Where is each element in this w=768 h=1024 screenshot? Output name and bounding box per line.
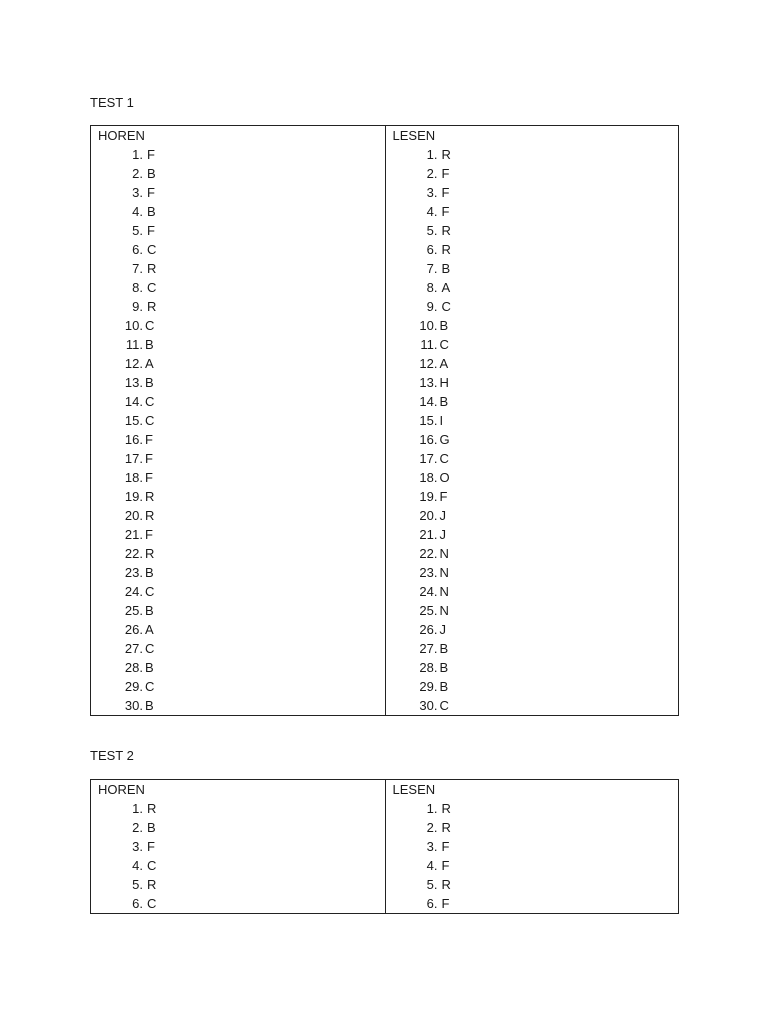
question-number: 4. — [426, 204, 438, 219]
answer-value: F — [441, 858, 450, 873]
answer-value: F — [145, 470, 153, 485]
answer-value: R — [147, 801, 157, 816]
answer-row — [393, 487, 679, 506]
answer-value: J — [439, 622, 446, 637]
question-number: 17. — [419, 451, 438, 466]
test-1-title: TEST 1 — [90, 95, 134, 110]
answer-row — [98, 316, 385, 335]
question-number: 2. — [132, 820, 143, 835]
answer-value: H — [439, 375, 449, 390]
question-number: 7. — [426, 261, 438, 276]
answer-value: B — [439, 641, 449, 656]
test-1-horen-header: HOREN — [98, 128, 145, 143]
answer-value: C — [439, 337, 449, 352]
question-number: 2. — [426, 820, 438, 835]
question-number: 1. — [426, 147, 438, 162]
question-number: 21. — [124, 527, 143, 542]
question-number: 6. — [132, 242, 143, 257]
answer-row — [98, 278, 385, 297]
answer-value: N — [439, 546, 449, 561]
answer-value: I — [439, 413, 444, 428]
answer-row — [393, 278, 679, 297]
answer-value: C — [145, 641, 155, 656]
answer-value: C — [147, 858, 157, 873]
answer-row — [393, 601, 679, 620]
answer-row — [393, 837, 679, 856]
answer-value: B — [145, 565, 154, 580]
answer-row — [98, 875, 385, 894]
answer-row — [98, 221, 385, 240]
answer-row — [98, 449, 385, 468]
test-1-horen-column — [91, 126, 385, 715]
question-number: 17. — [124, 451, 143, 466]
answer-row — [98, 335, 385, 354]
question-number: 15. — [124, 413, 143, 428]
answer-row — [98, 506, 385, 525]
answer-row — [98, 411, 385, 430]
answer-value: B — [145, 337, 154, 352]
answer-row — [393, 202, 679, 221]
answer-row — [98, 430, 385, 449]
question-number: 28. — [419, 660, 438, 675]
answer-value: C — [145, 413, 155, 428]
question-number: 3. — [426, 185, 438, 200]
question-number: 6. — [426, 242, 438, 257]
question-number: 22. — [419, 546, 438, 561]
question-number: 28. — [124, 660, 143, 675]
answer-row — [98, 856, 385, 875]
question-number: 5. — [132, 223, 143, 238]
answer-row — [98, 468, 385, 487]
answer-value: F — [147, 223, 155, 238]
answer-value: B — [441, 261, 451, 276]
answer-row — [98, 582, 385, 601]
question-number: 18. — [419, 470, 438, 485]
answer-row — [393, 582, 679, 601]
question-number: 20. — [419, 508, 438, 523]
question-number: 19. — [124, 489, 143, 504]
question-number: 5. — [426, 877, 438, 892]
question-number: 16. — [124, 432, 143, 447]
question-number: 7. — [132, 261, 143, 276]
answer-value: N — [439, 565, 449, 580]
answer-value: G — [439, 432, 450, 447]
answer-value: R — [145, 546, 155, 561]
answer-value: R — [441, 820, 451, 835]
question-number: 4. — [132, 858, 143, 873]
question-number: 15. — [419, 413, 438, 428]
question-number: 10. — [419, 318, 438, 333]
answer-value: A — [439, 356, 449, 371]
answer-row — [393, 818, 679, 837]
answer-row — [393, 392, 679, 411]
test-2-lesen-header: LESEN — [392, 782, 436, 797]
answer-value: F — [441, 839, 450, 854]
answer-value: C — [147, 280, 157, 295]
answer-value: C — [145, 318, 155, 333]
question-number: 4. — [426, 858, 438, 873]
answer-row — [393, 894, 679, 913]
answer-row — [393, 164, 679, 183]
question-number: 8. — [426, 280, 438, 295]
answer-value: O — [439, 470, 450, 485]
answer-row — [98, 392, 385, 411]
question-number: 19. — [419, 489, 438, 504]
answer-value: F — [441, 166, 450, 181]
answer-value: C — [145, 394, 155, 409]
question-number: 30. — [124, 698, 143, 713]
question-number: 20. — [124, 508, 143, 523]
test-2-horen-column — [91, 780, 385, 913]
answer-value: F — [145, 451, 153, 466]
answer-row — [393, 677, 679, 696]
answer-row — [98, 164, 385, 183]
question-number: 4. — [132, 204, 143, 219]
answer-row — [393, 316, 679, 335]
answer-value: B — [145, 660, 154, 675]
answer-row — [393, 430, 679, 449]
answer-value: R — [441, 242, 451, 257]
answer-value: B — [439, 394, 449, 409]
answer-value: C — [439, 451, 449, 466]
question-number: 16. — [419, 432, 438, 447]
answer-value: F — [439, 489, 448, 504]
question-number: 3. — [132, 839, 143, 854]
answer-value: F — [441, 185, 450, 200]
answer-row — [98, 202, 385, 221]
question-number: 11. — [420, 337, 438, 352]
answer-row — [393, 658, 679, 677]
answer-row — [393, 373, 679, 392]
answer-value: B — [147, 820, 156, 835]
question-number: 25. — [419, 603, 438, 618]
question-number: 29. — [419, 679, 438, 694]
answer-row — [393, 411, 679, 430]
answer-value: A — [441, 280, 451, 295]
question-number: 8. — [132, 280, 143, 295]
answer-row — [393, 335, 679, 354]
answer-value: R — [441, 223, 451, 238]
answer-value: R — [441, 147, 451, 162]
answer-value: A — [145, 622, 154, 637]
question-number: 12. — [419, 356, 438, 371]
test-2-lesen-column — [385, 780, 679, 913]
answer-row — [98, 658, 385, 677]
answer-row — [393, 240, 679, 259]
answer-value: F — [147, 147, 155, 162]
test-2-horen-list — [98, 799, 385, 913]
answer-row — [98, 297, 385, 316]
question-number: 1. — [132, 801, 143, 816]
answer-row — [98, 373, 385, 392]
answer-value: F — [441, 204, 450, 219]
question-number: 29. — [124, 679, 143, 694]
test-1-answer-table — [90, 125, 679, 716]
answer-row — [98, 696, 385, 715]
answer-value: N — [439, 584, 449, 599]
question-number: 23. — [124, 565, 143, 580]
answer-value: F — [145, 527, 153, 542]
answer-row — [393, 259, 679, 278]
question-number: 21. — [419, 527, 438, 542]
answer-value: C — [147, 242, 157, 257]
answer-row — [98, 544, 385, 563]
question-number: 26. — [419, 622, 438, 637]
answer-row — [393, 468, 679, 487]
question-number: 18. — [124, 470, 143, 485]
answer-row — [98, 601, 385, 620]
question-number: 14. — [419, 394, 438, 409]
answer-value: B — [147, 166, 156, 181]
answer-row — [98, 894, 385, 913]
question-number: 26. — [124, 622, 143, 637]
answer-row — [393, 563, 679, 582]
answer-value: C — [145, 679, 155, 694]
answer-value: C — [145, 584, 155, 599]
question-number: 2. — [132, 166, 143, 181]
question-number: 3. — [132, 185, 143, 200]
answer-row — [393, 145, 679, 164]
answer-value: R — [441, 877, 451, 892]
answer-value: B — [145, 698, 154, 713]
answer-value: B — [145, 375, 154, 390]
question-number: 24. — [124, 584, 143, 599]
test-1-lesen-header: LESEN — [392, 128, 436, 143]
answer-row — [98, 259, 385, 278]
question-number: 2. — [426, 166, 438, 181]
answer-row — [98, 677, 385, 696]
question-number: 9. — [132, 299, 143, 314]
answer-value: C — [439, 698, 449, 713]
question-number: 9. — [426, 299, 438, 314]
test-2-answer-table — [90, 779, 679, 914]
question-number: 27. — [419, 641, 438, 656]
answer-value: C — [441, 299, 451, 314]
question-number: 1. — [426, 801, 438, 816]
answer-value: R — [147, 877, 157, 892]
answer-value: R — [147, 261, 157, 276]
answer-value: B — [439, 318, 449, 333]
answer-value: F — [147, 185, 155, 200]
answer-row — [98, 620, 385, 639]
answer-row — [393, 696, 679, 715]
question-number: 23. — [419, 565, 438, 580]
answer-row — [98, 639, 385, 658]
question-number: 22. — [124, 546, 143, 561]
answer-row — [393, 183, 679, 202]
answer-value: R — [147, 299, 157, 314]
question-number: 6. — [132, 896, 143, 911]
answer-row — [393, 856, 679, 875]
test-2-lesen-list — [393, 799, 679, 913]
answer-row — [393, 449, 679, 468]
question-number: 13. — [124, 375, 143, 390]
answer-row — [98, 525, 385, 544]
question-number: 5. — [426, 223, 438, 238]
question-number: 1. — [132, 147, 143, 162]
answer-value: F — [147, 839, 155, 854]
answer-value: A — [145, 356, 154, 371]
answer-value: F — [145, 432, 153, 447]
answer-row — [98, 240, 385, 259]
question-number: 27. — [124, 641, 143, 656]
test-1-horen-list — [98, 145, 385, 715]
answer-row — [98, 145, 385, 164]
answer-value: F — [441, 896, 450, 911]
question-number: 11. — [125, 337, 143, 352]
test-2-title: TEST 2 — [90, 748, 134, 763]
question-number: 13. — [419, 375, 438, 390]
question-number: 6. — [426, 896, 438, 911]
answer-row — [393, 525, 679, 544]
answer-value: R — [441, 801, 451, 816]
answer-row — [393, 639, 679, 658]
answer-row — [98, 487, 385, 506]
answer-row — [98, 799, 385, 818]
question-number: 10. — [124, 318, 143, 333]
answer-value: N — [439, 603, 449, 618]
answer-value: B — [439, 679, 449, 694]
answer-value: B — [439, 660, 449, 675]
answer-value: B — [147, 204, 156, 219]
answer-row — [393, 875, 679, 894]
question-number: 24. — [419, 584, 438, 599]
answer-row — [393, 221, 679, 240]
answer-row — [98, 183, 385, 202]
question-number: 30. — [419, 698, 438, 713]
question-number: 5. — [132, 877, 143, 892]
question-number: 12. — [124, 356, 143, 371]
answer-row — [393, 620, 679, 639]
answer-row — [98, 354, 385, 373]
answer-row — [393, 354, 679, 373]
test-2-horen-header: HOREN — [98, 782, 145, 797]
answer-value: J — [439, 508, 446, 523]
question-number: 3. — [426, 839, 438, 854]
question-number: 14. — [124, 394, 143, 409]
answer-row — [98, 837, 385, 856]
answer-value: R — [145, 508, 155, 523]
answer-value: C — [147, 896, 157, 911]
answer-row — [98, 563, 385, 582]
answer-row — [393, 506, 679, 525]
answer-row — [393, 799, 679, 818]
answer-value: J — [439, 527, 446, 542]
answer-row — [393, 544, 679, 563]
answer-row — [393, 297, 679, 316]
answer-value: B — [145, 603, 154, 618]
test-1-lesen-column — [385, 126, 679, 715]
answer-row — [98, 818, 385, 837]
test-1-lesen-list — [393, 145, 679, 715]
question-number: 25. — [124, 603, 143, 618]
answer-value: R — [145, 489, 155, 504]
